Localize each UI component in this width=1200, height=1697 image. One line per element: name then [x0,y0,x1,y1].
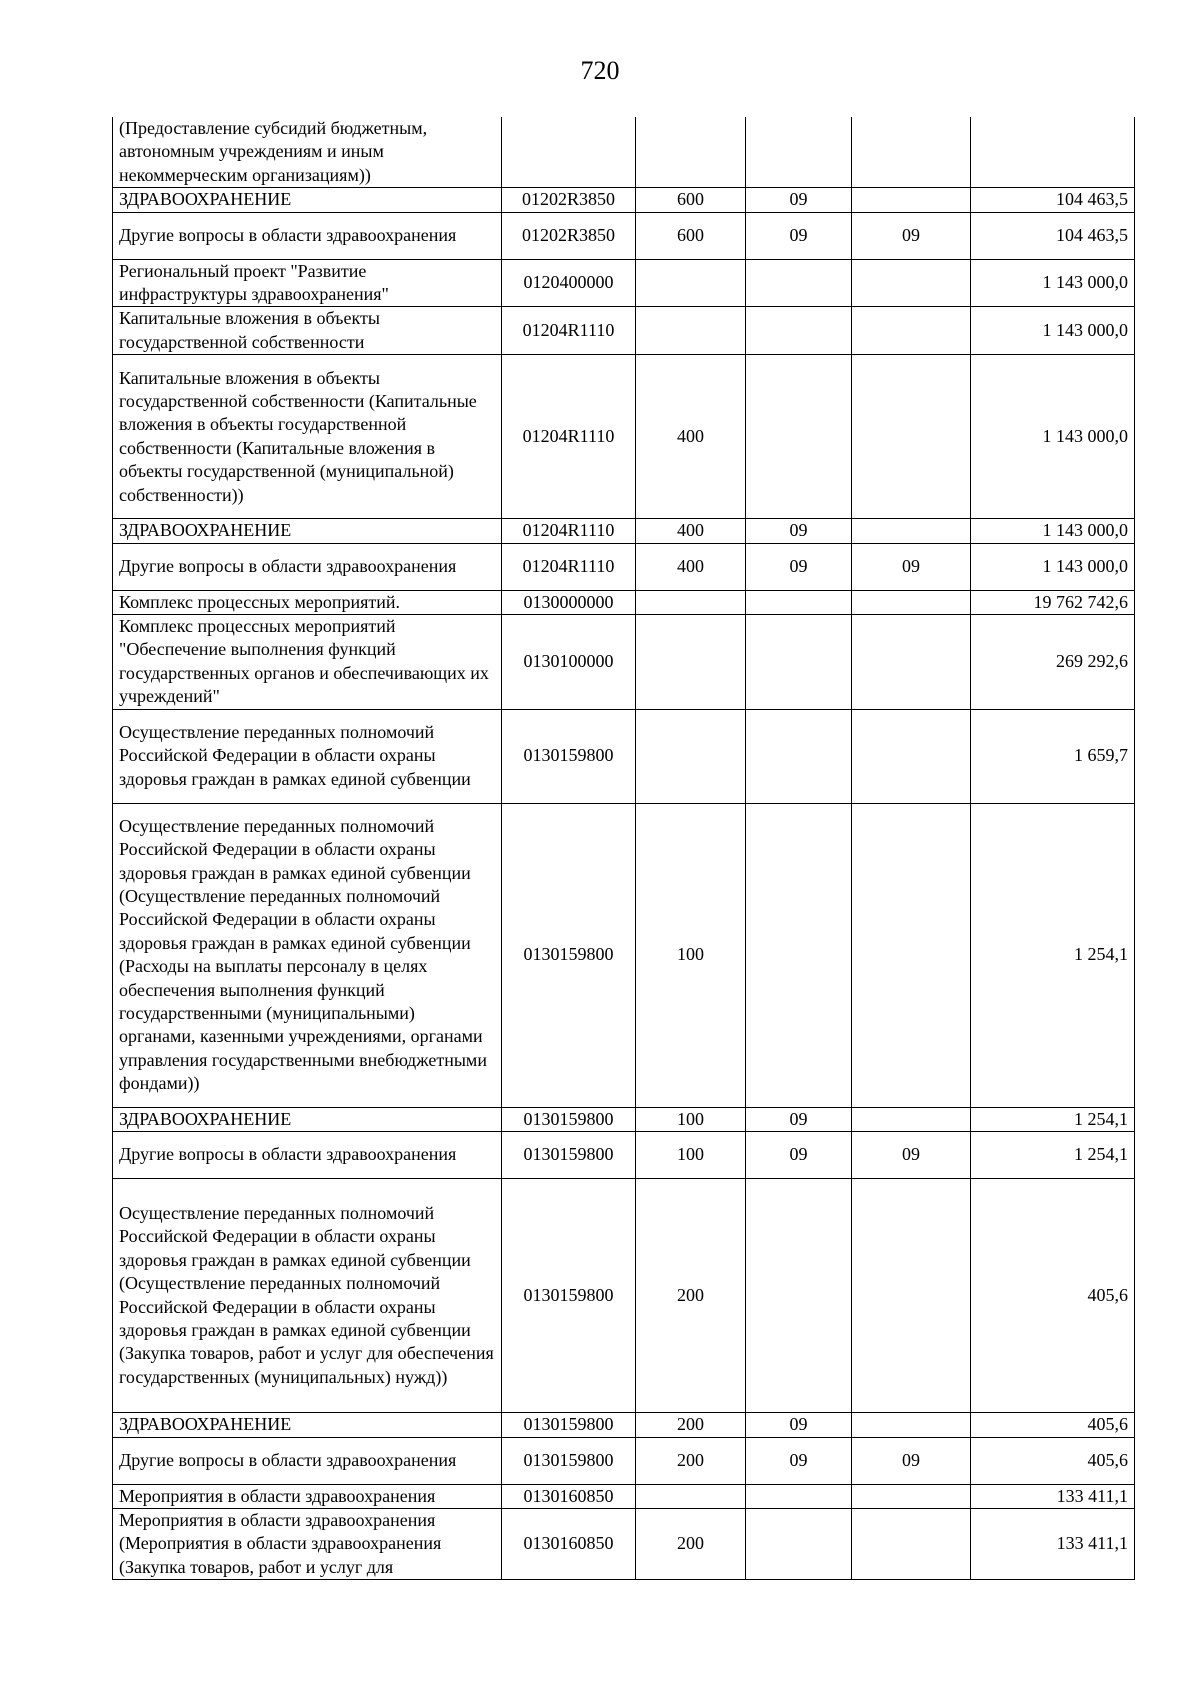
cell-amount: 405,6 [971,1437,1135,1484]
cell-expense-type: 100 [636,803,746,1107]
table-row [113,1132,1135,1179]
cell-target-code: 01202R3850 [502,212,636,259]
cell-target-code: 0130159800 [502,803,636,1107]
cell-name: Осуществление переданных полномочий Российской Федерации в области охраны здоровья граждан в рамках единой субвенции [113,709,502,803]
cell-subsection [852,307,971,355]
cell-target-code: 0130159800 [502,1437,636,1484]
cell-section: 09 [746,1437,852,1484]
cell-expense-type: 600 [636,188,746,212]
cell-expense-type: 400 [636,355,746,519]
table-row [113,1107,1135,1131]
cell-name: ЗДРАВООХРАНЕНИЕ [113,1107,502,1131]
cell-expense-type: 100 [636,1107,746,1131]
cell-subsection [852,803,971,1107]
budget-table [112,117,1135,1580]
cell-section [746,590,852,614]
cell-name: Мероприятия в области здравоохранения (Мероприятия в области здравоохранения (Закупка товаров, работ и услуг для [113,1508,502,1579]
cell-target-code: 01202R3850 [502,188,636,212]
table-row [113,803,1135,1107]
cell-name: Капитальные вложения в объекты государственной собственности (Капитальные вложения в объекты государственной собственности (Капитальные вложения в объекты государственной (муниципальной) собственности)) [113,355,502,519]
cell-subsection [852,259,971,307]
table-row [113,590,1135,614]
cell-target-code: 01204R1110 [502,307,636,355]
table-row [113,1437,1135,1484]
table-row [113,307,1135,355]
cell-amount: 1 143 000,0 [971,355,1135,519]
cell-expense-type [636,259,746,307]
cell-section: 09 [746,543,852,590]
cell-subsection [852,709,971,803]
cell-expense-type: 400 [636,543,746,590]
cell-subsection [852,590,971,614]
budget-table-body [113,117,1135,1580]
cell-target-code: 0120400000 [502,259,636,307]
cell-name: Капитальные вложения в объекты государственной собственности [113,307,502,355]
table-row [113,615,1135,710]
cell-name: Региональный проект "Развитие инфраструктуры здравоохранения" [113,259,502,307]
cell-target-code: 01204R1110 [502,519,636,543]
cell-section [746,259,852,307]
cell-amount: 19 762 742,6 [971,590,1135,614]
cell-amount: 1 143 000,0 [971,543,1135,590]
cell-target-code: 0130100000 [502,615,636,710]
table-row [113,188,1135,212]
cell-section [746,117,852,188]
cell-subsection [852,1413,971,1437]
cell-amount: 104 463,5 [971,188,1135,212]
cell-subsection [852,1179,971,1413]
cell-amount: 1 254,1 [971,803,1135,1107]
cell-amount [971,117,1135,188]
cell-expense-type [636,1484,746,1508]
cell-amount: 133 411,1 [971,1484,1135,1508]
cell-name: Осуществление переданных полномочий Российской Федерации в области охраны здоровья граждан в рамках единой субвенции (Осуществление переданных полномочий Российской Федерации в области охраны здоровья граждан в рамках единой субвенции (Закупка товаров, работ и услуг для обеспечения государственных (муниципальных) нужд)) [113,1179,502,1413]
cell-name: Мероприятия в области здравоохранения [113,1484,502,1508]
cell-target-code: 0130159800 [502,1413,636,1437]
cell-section [746,1484,852,1508]
cell-expense-type [636,590,746,614]
cell-section [746,1508,852,1579]
cell-section [746,355,852,519]
cell-expense-type [636,307,746,355]
cell-subsection [852,1508,971,1579]
cell-target-code: 0130160850 [502,1508,636,1579]
cell-amount: 405,6 [971,1413,1135,1437]
cell-name: Другие вопросы в области здравоохранения [113,1437,502,1484]
cell-section: 09 [746,212,852,259]
table-row [113,355,1135,519]
cell-expense-type [636,117,746,188]
cell-expense-type: 200 [636,1413,746,1437]
table-row [113,709,1135,803]
cell-subsection [852,519,971,543]
cell-subsection [852,615,971,710]
table-row [113,117,1135,188]
table-row [113,1508,1135,1579]
cell-amount: 1 254,1 [971,1107,1135,1131]
cell-name: ЗДРАВООХРАНЕНИЕ [113,1413,502,1437]
cell-amount: 133 411,1 [971,1508,1135,1579]
table-row [113,1413,1135,1437]
cell-name: Комплекс процессных мероприятий "Обеспечение выполнения функций государственных органов и обеспечивающих их учреждений" [113,615,502,710]
cell-expense-type: 200 [636,1179,746,1413]
cell-amount: 1 143 000,0 [971,307,1135,355]
cell-target-code: 01204R1110 [502,355,636,519]
cell-target-code: 0130159800 [502,1179,636,1413]
table-row [113,212,1135,259]
table-row [113,1484,1135,1508]
cell-target-code: 0130159800 [502,1107,636,1131]
cell-name: ЗДРАВООХРАНЕНИЕ [113,188,502,212]
cell-amount: 269 292,6 [971,615,1135,710]
cell-target-code [502,117,636,188]
cell-expense-type: 200 [636,1508,746,1579]
cell-name: Другие вопросы в области здравоохранения [113,1132,502,1179]
table-row [113,259,1135,307]
cell-amount: 405,6 [971,1179,1135,1413]
cell-name: Другие вопросы в области здравоохранения [113,543,502,590]
cell-subsection: 09 [852,212,971,259]
cell-expense-type: 600 [636,212,746,259]
cell-amount: 104 463,5 [971,212,1135,259]
cell-target-code: 0130160850 [502,1484,636,1508]
cell-section: 09 [746,188,852,212]
cell-subsection [852,117,971,188]
cell-target-code: 01204R1110 [502,543,636,590]
cell-subsection [852,355,971,519]
cell-section [746,307,852,355]
table-row [113,519,1135,543]
page-number: 720 [580,56,620,85]
cell-target-code: 0130159800 [502,709,636,803]
cell-subsection: 09 [852,1132,971,1179]
table-row [113,1179,1135,1413]
cell-name: Осуществление переданных полномочий Российской Федерации в области охраны здоровья граждан в рамках единой субвенции (Осуществление переданных полномочий Российской Федерации в области охраны здоровья граждан в рамках единой субвенции (Расходы на выплаты персоналу в целях обеспечения выполнения функций государственными (муниципальными) органами, казенными учреждениями, органами управления государственными внебюджетными фондами)) [113,803,502,1107]
table-row [113,543,1135,590]
cell-expense-type [636,615,746,710]
cell-section [746,1179,852,1413]
cell-subsection [852,1484,971,1508]
cell-target-code: 0130000000 [502,590,636,614]
cell-expense-type: 100 [636,1132,746,1179]
cell-amount: 1 143 000,0 [971,519,1135,543]
cell-section [746,803,852,1107]
cell-target-code: 0130159800 [502,1132,636,1179]
cell-amount: 1 659,7 [971,709,1135,803]
cell-amount: 1 254,1 [971,1132,1135,1179]
cell-name: ЗДРАВООХРАНЕНИЕ [113,519,502,543]
cell-subsection [852,188,971,212]
cell-amount: 1 143 000,0 [971,259,1135,307]
cell-subsection [852,1107,971,1131]
cell-section: 09 [746,519,852,543]
cell-subsection: 09 [852,1437,971,1484]
cell-expense-type: 200 [636,1437,746,1484]
cell-name: Комплекс процессных мероприятий. [113,590,502,614]
cell-section [746,615,852,710]
cell-section: 09 [746,1413,852,1437]
cell-section [746,709,852,803]
cell-subsection: 09 [852,543,971,590]
cell-name: (Предоставление субсидий бюджетным, автономным учреждениям и иным некоммерческим организациям)) [113,117,502,188]
cell-section: 09 [746,1132,852,1179]
cell-name: Другие вопросы в области здравоохранения [113,212,502,259]
cell-expense-type: 400 [636,519,746,543]
cell-section: 09 [746,1107,852,1131]
cell-expense-type [636,709,746,803]
